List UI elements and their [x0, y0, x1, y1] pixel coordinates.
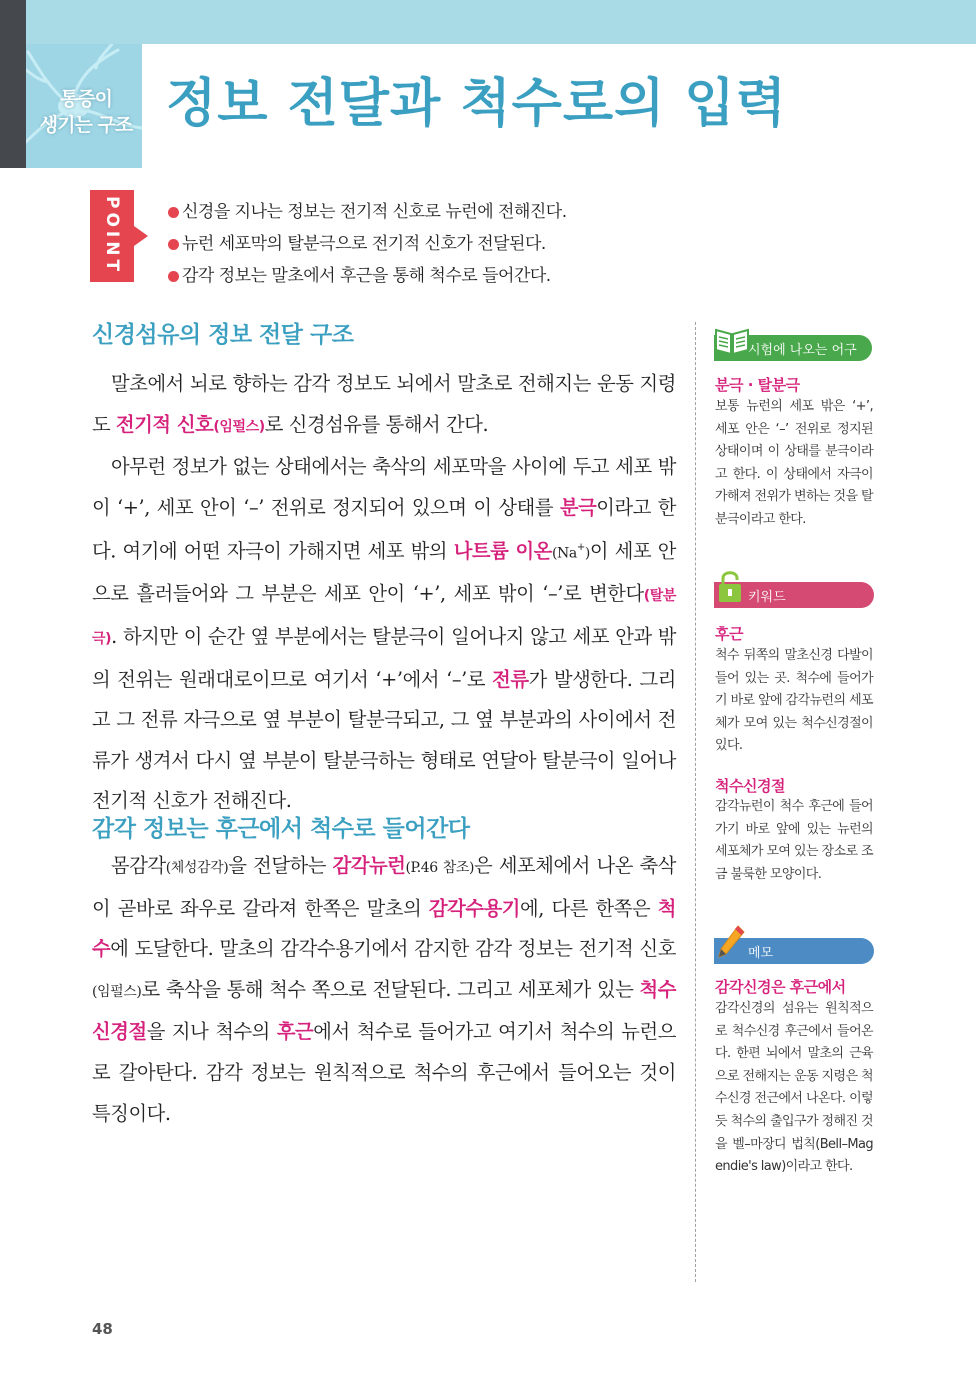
header-top-band: [26, 0, 976, 44]
highlight-term: 감각뉴런: [332, 854, 406, 877]
bullet-icon: [168, 271, 179, 282]
bullet-icon: [168, 207, 179, 218]
section1-body: [92, 364, 676, 822]
highlight-term: 감각수용기: [428, 896, 521, 920]
highlight-term: 전기적 신호: [115, 412, 214, 436]
keyword-term2-description: 감각뉴런이 척수 후근에 들어가기 바로 앞에 있는 뉴런의 세포체가 모여 있는 장소로 조금 불룩한 모양이다.: [715, 799, 873, 882]
small-text: (P.46 참조): [405, 860, 475, 876]
highlight-term: 척수: [92, 896, 676, 961]
text-run: 에서 척수로 들어가고 여기서 척수의 뉴런으로 갈아탄다. 감각 정보는 원칙적으로 척수의 후근에서 들어오는 것이 특징이다.: [92, 1020, 676, 1125]
section1-paragraph2: [92, 447, 676, 822]
text-run: 가 발생한다. 그리고 그 전류 자극으로 옆 부분이 탈분극되고, 그 옆 부분과의 사이에서 전류가 생겨서 다시 옆 부분이 탈분극하는 형태로 연달아 탈분극이 일어나 전기적 신호가 전해진다.: [92, 667, 676, 813]
highlight-term: 후근: [276, 1020, 314, 1044]
section1-paragraph1: [92, 364, 676, 447]
point-item: [168, 196, 567, 228]
text-run: 로 신경섬유를 통해서 간다.: [264, 412, 489, 436]
keyword-term2-title: 척수신경절: [715, 777, 785, 795]
point-item-text: 뉴런 세포막의 탈분극으로 전기적 신호가 전달된다.: [182, 234, 546, 254]
text-run: . 하지만 이 순간 옆 부분에서는 탈분극이 일어나지 않고 세포 안과 밖의 전위는 원래대로이므로 여기서 ‘+’에서 ‘–’로: [92, 624, 676, 691]
text-run: 에, 다른 한쪽은: [520, 896, 658, 920]
highlight-term: (탈분극): [92, 588, 676, 647]
page-title: 정보 전달과 척수로의 입력: [166, 74, 787, 134]
text-run: 말초에서 뇌로 향하는 감각 정보도 뇌에서 말초로 전해지는 운동 지령도: [92, 372, 676, 436]
pencil-icon: [716, 924, 746, 960]
memo-description: 감각신경의 섬유는 원칙적으로 척수신경 후근에서 들어온다. 한편 뇌에서 말초의 근육으로 전해지는 운동 지령은 척수신경 전근에서 나온다. 이렇듯 척수의 출입구가 정해진 것을 벨–마장디 법칙(Bell–Magendie's law)이라고 한다.: [715, 1001, 873, 1175]
keyword-term1-description: 척수 뒤쪽의 말초신경 다발이 들어 있는 곳. 척수에 들어가기 바로 앞에 감각뉴런의 세포체가 모여 있는 척수신경절이 있다.: [715, 648, 873, 754]
exam-terms-tag-label: 시험에 나오는 어구: [748, 342, 857, 358]
small-text: ): [584, 545, 590, 562]
highlight-term: 분극: [559, 495, 597, 519]
memo-tag-label: 메모: [748, 945, 774, 961]
point-item-text: 신경을 지나는 정보는 전기적 신호로 뉴런에 전해진다.: [182, 202, 567, 222]
keyword-term1-title: 후근: [715, 625, 743, 643]
header-side-strip: [0, 0, 26, 168]
point-item: [168, 260, 567, 292]
text-run: 몸감각: [111, 854, 166, 877]
memo-title: 감각신경은 후근에서: [715, 978, 846, 996]
exam-term-title: 분극 · 탈분극: [715, 376, 800, 394]
text-run: 이라고 한다. 여기에 어떤 자극이 가해지면 세포 밖의: [92, 495, 676, 563]
text-run: 을 지나 척수의: [146, 1020, 277, 1044]
padlock-icon: [716, 568, 744, 606]
point-item-text: 감각 정보는 말초에서 후근을 통해 척수로 들어간다.: [182, 266, 551, 286]
small-text: (Na: [552, 545, 577, 562]
highlight-term: (임펄스): [213, 418, 265, 435]
point-item: [168, 228, 567, 260]
highlight-term: 전류: [492, 667, 529, 691]
point-arrow: [134, 226, 148, 246]
section-tag-line2: 생기는 구조: [39, 114, 133, 136]
point-list: [168, 196, 567, 292]
section2-body: [92, 846, 676, 1134]
section2-heading: 감각 정보는 후근에서 척수로 들어간다: [92, 816, 470, 842]
open-book-icon: [714, 322, 750, 358]
point-label: POINT: [102, 196, 122, 276]
column-divider: [695, 322, 696, 1282]
section-tag-line1: 통증이: [59, 88, 113, 110]
highlight-term: 나트륨 이온: [453, 539, 552, 563]
text-run: 은 세포체에서 나온 축삭이 곧바로 좌우로 갈라져 한쪽은 말초의: [92, 854, 676, 920]
page-number: 48: [92, 1320, 113, 1338]
bullet-icon: [168, 239, 179, 250]
small-text: (체성감각): [165, 860, 229, 876]
superscript: +: [576, 542, 585, 554]
text-run: 이 세포 안으로 흘러들어와 그 부분은 세포 안이 ‘+’, 세포 밖이 ‘–’로 변한다: [92, 539, 676, 606]
text-run: 로 축삭을 통해 척수 쪽으로 전달된다. 그리고 세포체가 있는: [141, 977, 640, 1001]
keyword-tag-label: 키워드: [748, 589, 786, 605]
text-run: 을 전달하는: [228, 854, 333, 877]
exam-term-description: 보통 뉴런의 세포 밖은 ‘+’, 세포 안은 ‘–’ 전위로 정지된 상태이며 이 상태를 분극이라고 한다. 이 상태에서 자극이 가해져 전위가 변하는 것을 탈분극이라고 한다.: [715, 399, 873, 527]
small-text: (임펄스): [92, 983, 142, 1000]
section1-heading: 신경섬유의 정보 전달 구조: [92, 322, 354, 348]
section2-paragraph1: [92, 846, 676, 1134]
text-run: 에 도달한다. 말초의 감각수용기에서 감지한 감각 정보는 전기적 신호: [110, 937, 676, 961]
text-run: 아무런 정보가 없는 상태에서는 축삭의 세포막을 사이에 두고 세포 밖이 ‘+’, 세포 안이 ‘–’ 전위로 정지되어 있으며 이 상태를: [92, 455, 676, 519]
highlight-term: 척수신경절: [92, 977, 676, 1044]
section-tag: [34, 86, 138, 138]
